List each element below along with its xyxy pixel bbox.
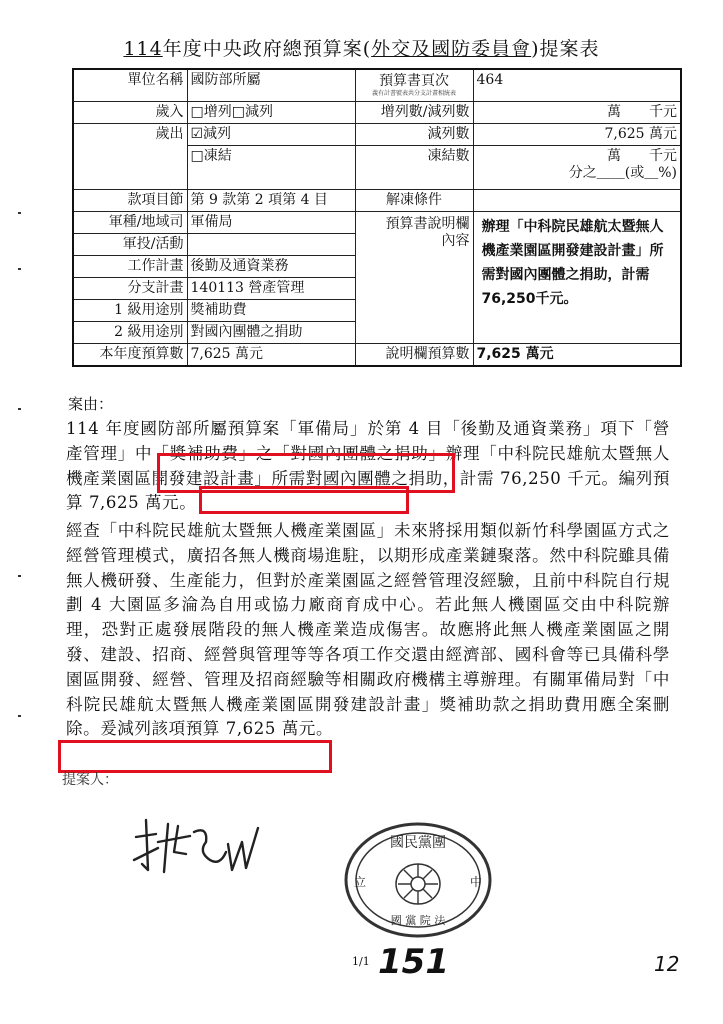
- case-label: 案由：: [68, 395, 114, 413]
- freeze-value: 萬 千元: [607, 147, 677, 164]
- explain-label-cell: [355, 211, 473, 343]
- page-note: 義有計書號表共分支計畫相統表: [371, 90, 456, 97]
- expenditure-option-freeze: □凍結: [187, 145, 355, 189]
- document-title: [0, 34, 723, 61]
- handwritten-page-number: 151: [378, 942, 449, 982]
- sub-plan-value: 140113 營產管理: [187, 277, 355, 299]
- margin-mark: [18, 715, 21, 717]
- corps-value: [187, 233, 355, 255]
- year-budget-label: 本年度預算數: [73, 343, 187, 366]
- freeze-ratio: 分之＿＿(或＿%): [568, 164, 677, 181]
- page-label-cell: [355, 69, 473, 101]
- unfreeze-value: [473, 189, 681, 211]
- level1-label: 1 級用途別: [73, 299, 187, 321]
- margin-mark: [18, 268, 21, 270]
- highlight-box-budget: [199, 486, 409, 514]
- level1-value: 獎補助費: [187, 299, 355, 321]
- sub-plan-label: 分支計畫: [73, 277, 187, 299]
- freeze-label: 凍結數: [355, 145, 473, 189]
- expenditure-option-cut: ☑減列: [187, 123, 355, 145]
- handwritten-corner-number: 12: [654, 952, 680, 976]
- explain-label-2: 內容: [441, 232, 470, 249]
- case-paragraph-2: 經查「中科院民雄航太暨無人機產業園區」未來將採用類似新竹科學園區方式之經營管理模式，廣招各無人機商場進駐，以期形成產業鏈聚落。然中科院雖具備無人機研發、生產能力，但對於產業園區之經營管理沒經驗，且前中科院自行規劃 4 大園區多淪為自用或協力廠商育成中心。若此無人機園區交由中科院辦理，恐對正處發展階段的無人機產業造成傷害。故應將此無人機產業園區之開發、建設、招商、經營與管理等等各項工作交還由經濟部、國科會等已具備科學園區開發、經營、管理及招商經驗等相關政府機構主導辦理。有關軍備局對「中科院民雄航太暨無人機產業園區開發建設計畫」獎補助款之捐助費用應全案刪除。爰減列該項預算 7,625 萬元。: [66, 521, 670, 739]
- proposer-label: 提案人：: [62, 772, 118, 788]
- year-budget-value: 7,625 萬元: [187, 343, 355, 366]
- seal-top-text: 國民黨團: [390, 835, 446, 851]
- expenditure-label-empty: [73, 145, 187, 189]
- margin-mark: [18, 408, 21, 410]
- army-value: 軍備局: [187, 211, 355, 233]
- margin-mark: [18, 575, 21, 577]
- title-text-1: 年度中央政府總預算案(: [162, 38, 372, 60]
- party-caucus-seal: [342, 820, 494, 940]
- unit-label: 單位名稱: [73, 69, 187, 101]
- explain-budget-value: 7,625 萬元: [473, 343, 681, 366]
- title-committee: 外交及國防委員會: [371, 38, 532, 60]
- work-plan-value: 後勤及通資業務: [187, 255, 355, 277]
- unfreeze-label: 解凍條件: [355, 189, 473, 211]
- army-label: 軍種/地域司: [73, 211, 187, 233]
- proposal-form-table: [72, 68, 682, 367]
- revenue-incdec-label: 增列數/減列數: [355, 101, 473, 123]
- level2-value: 對國內團體之捐助: [187, 321, 355, 343]
- expenditure-label: 歲出: [73, 123, 187, 145]
- freeze-cell: [473, 145, 681, 189]
- cut-value: 7,625 萬元: [473, 123, 681, 145]
- corps-label: 軍投/活動: [73, 233, 187, 255]
- cut-label: 減列數: [355, 123, 473, 145]
- seal-left-text: 立: [353, 875, 367, 889]
- handwritten-signature: [128, 812, 278, 882]
- work-plan-label: 工作計畫: [73, 255, 187, 277]
- page-fraction: 1/1: [352, 955, 370, 968]
- title-text-2: )提案表: [531, 38, 600, 60]
- seal-bottom-text: 國 黨 院 法: [390, 914, 446, 927]
- level2-label: 2 級用途別: [73, 321, 187, 343]
- revenue-label: 歲入: [73, 101, 187, 123]
- seal-right-text: 中: [469, 875, 483, 889]
- page-label: 預算書頁次: [379, 73, 449, 89]
- margin-mark: [18, 212, 21, 214]
- unit-value: 國防部所屬: [187, 69, 355, 101]
- title-year: 114: [123, 38, 163, 60]
- item-value: 第 9 款第 2 項第 4 目: [187, 189, 355, 211]
- page-value: 464: [473, 69, 681, 101]
- explain-budget-label: 說明欄預算數: [355, 343, 473, 366]
- revenue-options: □增列□減列: [187, 101, 355, 123]
- explain-text: 辦理「中科院民雄航太暨無人機產業園區開發建設計畫」所需對國內團體之捐助，計需76,250千元。: [473, 211, 681, 343]
- case-paragraph-1: 114 年度國防部所屬預算案「軍備局」於第 4 目「後勤及通資業務」項下「營產管理」中「獎補助費」之「對國內團體之捐助」辦理「中科院民雄航太暨無人機產業園區開發建設計畫」所需對國內團體之捐助，計需 76,250 千元。編列預算 7,625 萬元。: [66, 419, 670, 513]
- item-label: 款項目節: [73, 189, 187, 211]
- explain-label-1: 預算書說明欄: [385, 215, 470, 232]
- revenue-incdec-value: 萬 千元: [473, 101, 681, 123]
